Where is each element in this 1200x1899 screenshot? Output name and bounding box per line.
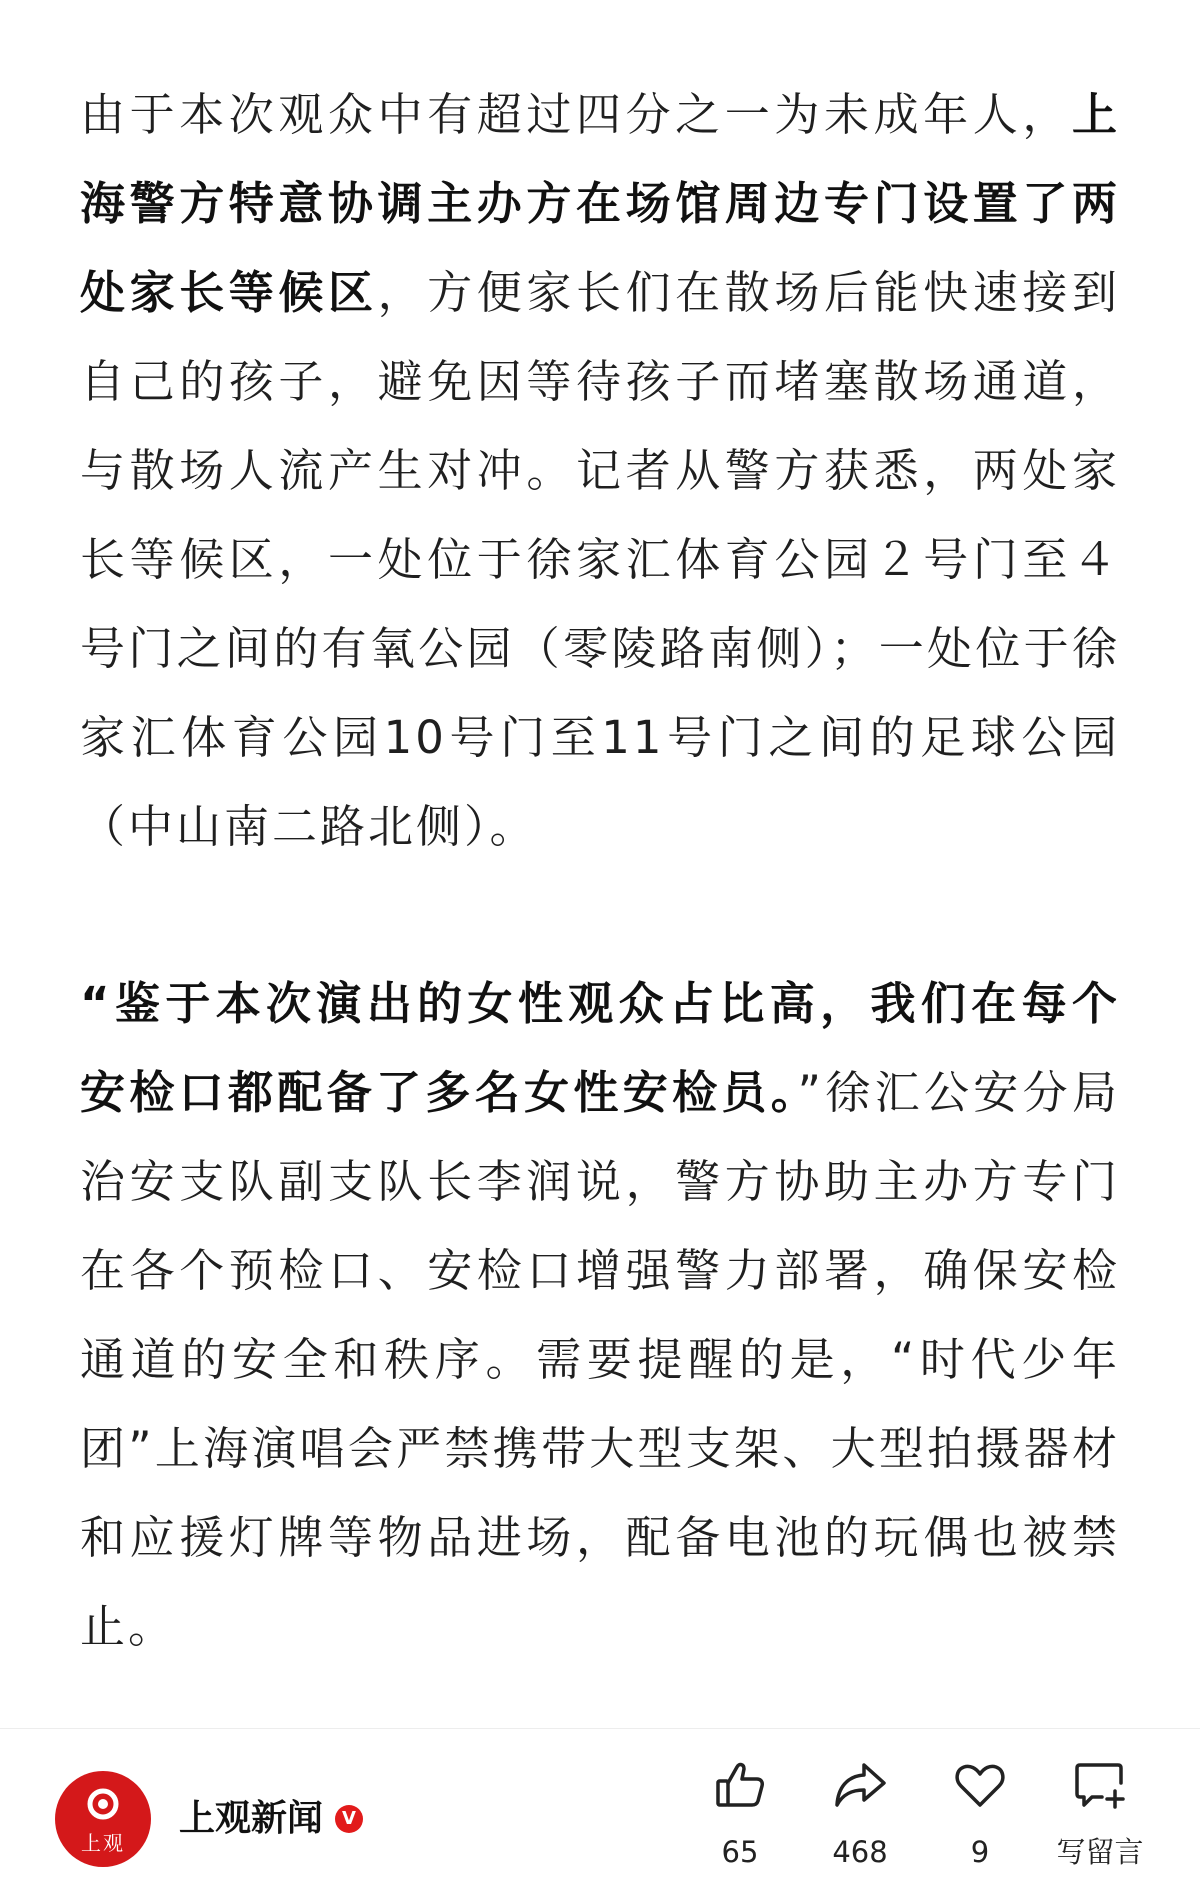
article-paragraph-1 [80, 70, 1120, 871]
logo-ring-icon [86, 1787, 120, 1821]
comment-add-icon [1072, 1757, 1128, 1813]
logo-text: 上观 [81, 1831, 125, 1855]
action-bar [680, 1757, 1160, 1869]
share-count: 468 [832, 1835, 888, 1869]
paragraph-2-quote: “鉴于本次演出的女性观众占比高，我们在每个安检口都配备了多名女性安检员。 [80, 977, 1120, 1119]
like-button[interactable] [680, 1757, 800, 1869]
share-icon [832, 1757, 888, 1813]
like-count: 65 [721, 1835, 759, 1869]
write-comment-button[interactable] [1040, 1757, 1160, 1869]
paragraph-1-rest: ，方便家长们在散场后能快速接到自己的孩子，避免因等待孩子而堵塞散场通道，与散场人流产生对冲。记者从警方获悉，两处家长等候区，一处位于徐家汇体育公园２号门至４号门之间的有氧公园（零陵路南侧）；一处位于徐家汇体育公园10号门至11号门之间的足球公园（中山南二路北侧）。 [80, 266, 1120, 853]
write-comment-label: 写留言 [1056, 1835, 1144, 1869]
heart-icon [952, 1757, 1008, 1813]
article-paragraph-2 [80, 959, 1120, 1671]
thumbs-up-icon [712, 1757, 768, 1813]
favorite-count: 9 [970, 1835, 990, 1869]
paragraph-1-intro: 由于本次观众中有超过四分之一为未成年人， [80, 88, 1072, 141]
share-button[interactable] [800, 1757, 920, 1869]
source-logo[interactable] [55, 1771, 151, 1867]
verified-badge-icon: V [335, 1805, 363, 1833]
source-account[interactable] [55, 1771, 363, 1867]
article-footer-bar [0, 1728, 1200, 1899]
paragraph-2-rest: ”徐汇公安分局治安支队副支队长李润说，警方协助主办方专门在各个预检口、安检口增强警力部署，确保安检通道的安全和秩序。需要提醒的是，“时代少年团”上海演唱会严禁携带大型支架、大型拍摄器材和应援灯牌等物品进场，配备电池的玩偶也被禁止。 [80, 1066, 1120, 1653]
article-body [80, 70, 1120, 1671]
paragraph-1-highlight: 上海警方特意协调主办方在场馆周边专门设置了两处家长等候区 [80, 88, 1120, 319]
favorite-button[interactable] [920, 1757, 1040, 1869]
source-name[interactable]: 上观新闻 [179, 1798, 324, 1839]
